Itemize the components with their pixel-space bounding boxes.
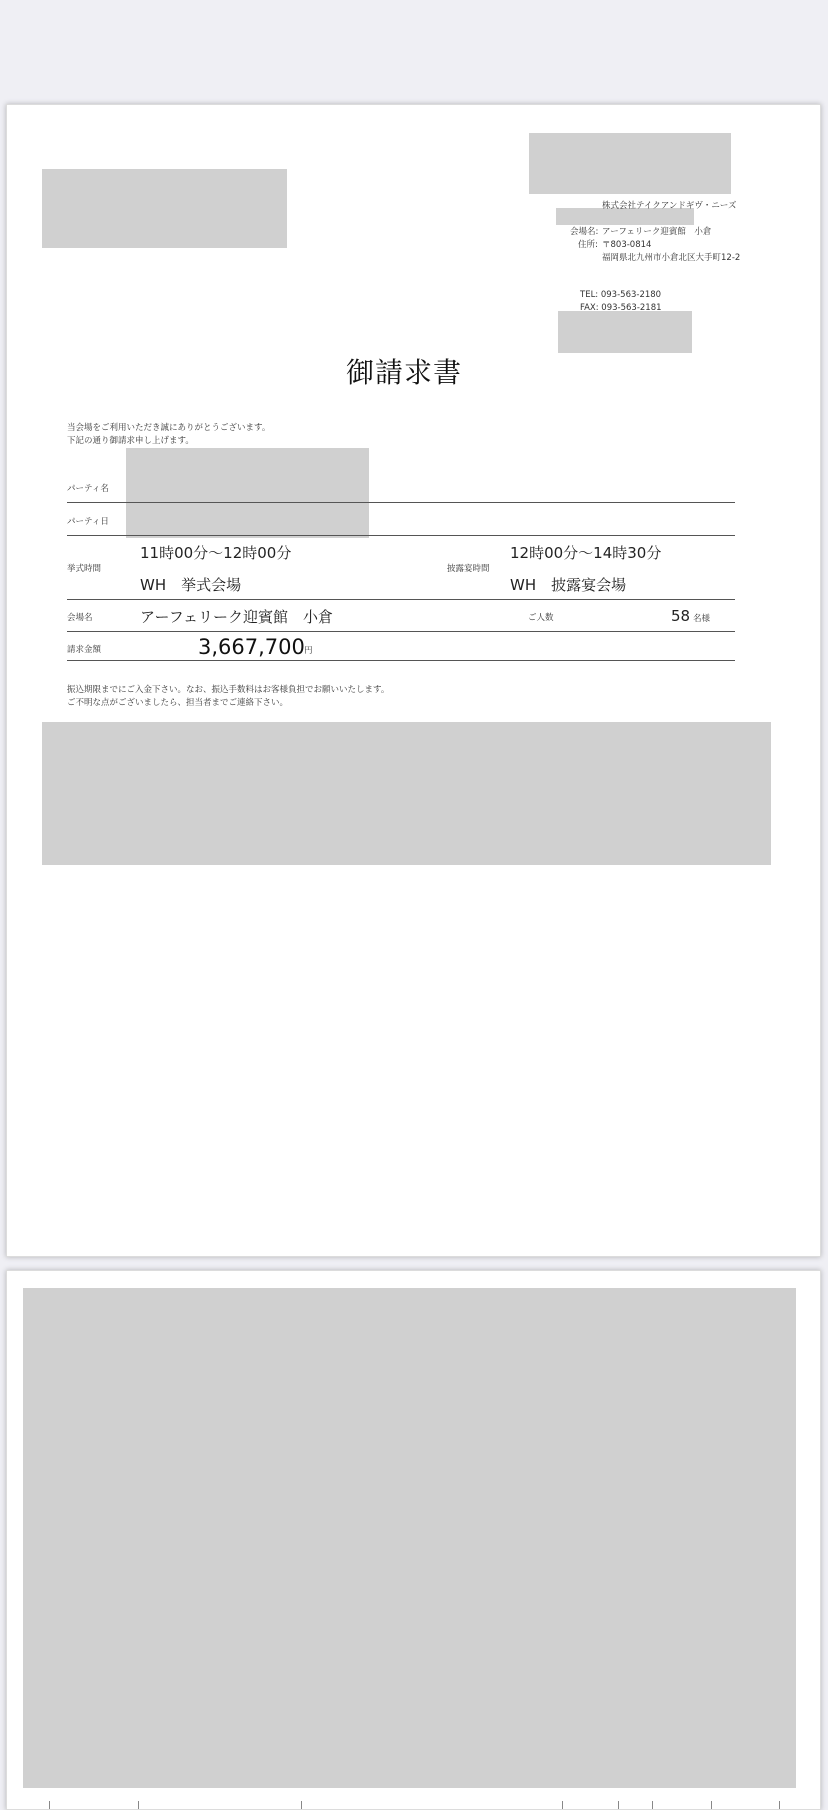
guests-value: 58 (671, 607, 691, 625)
redacted-page-2-content (23, 1288, 796, 1788)
table-column-tick (652, 1801, 653, 1809)
sender-company: 株式会社テイクアンドギヴ・ニーズ (602, 201, 737, 211)
table-column-tick (301, 1801, 302, 1809)
amount-label: 請求金額 (67, 645, 102, 655)
invoice-page-1 (6, 104, 821, 1257)
table-column-tick (711, 1801, 712, 1809)
sender-fax: FAX: 093-563-2181 (580, 303, 662, 313)
redacted-logo-right (529, 133, 731, 194)
venue-value: アーフェリーク迎賓館 小倉 (140, 608, 334, 626)
divider-venue (67, 631, 735, 632)
sender-address-label: 住所: (578, 240, 598, 250)
greeting-line-2: 下記の通り御請求申し上げます。 (67, 436, 194, 446)
invoice-page-2 (6, 1270, 821, 1810)
divider-party-name (67, 502, 735, 503)
greeting-line-1: 当会場をご利用いただき誠にありがとうございます。 (67, 423, 271, 433)
footer-note-line-2: ご不明な点がございましたら、担当者までご連絡下さい。 (67, 698, 289, 708)
sender-venue-name: アーフェリーク迎賓館 小倉 (602, 227, 712, 237)
redacted-logo-left (42, 169, 287, 248)
redacted-party-info (126, 448, 369, 538)
document-title: 御請求書 (346, 356, 463, 389)
sender-postal: 〒803-0814 (602, 240, 652, 250)
table-column-tick (618, 1801, 619, 1809)
divider-times (67, 599, 735, 600)
guests-unit: 名様 (693, 614, 711, 624)
reception-time-label: 披露宴時間 (447, 564, 490, 574)
amount-unit: 円 (304, 646, 313, 656)
sender-venue-label: 会場名: (570, 227, 599, 237)
ceremony-place: WH 挙式会場 (140, 576, 242, 594)
table-column-tick (779, 1801, 780, 1809)
redacted-bank-details (42, 722, 771, 865)
guests-label: ご人数 (528, 613, 554, 623)
sender-tel: TEL: 093-563-2180 (580, 290, 662, 300)
ceremony-time-label: 挙式時間 (67, 564, 102, 574)
footer-note-line-1: 振込期限までにご入金下さい。なお、振込手数料はお客様負担でお願いいたします。 (67, 685, 390, 695)
reception-time: 12時00分～14時30分 (510, 544, 662, 562)
party-date-label: パーティ日 (67, 517, 109, 527)
party-name-label: パーティ名 (67, 484, 109, 494)
divider-party-date (67, 535, 735, 536)
table-column-tick (49, 1801, 50, 1809)
amount-value: 3,667,700 (198, 635, 305, 659)
divider-amount (67, 660, 735, 661)
ceremony-time: 11時00分～12時00分 (140, 544, 292, 562)
sender-address: 福岡県北九州市小倉北区大手町12-2 (602, 253, 741, 263)
venue-label: 会場名 (67, 613, 93, 623)
reception-place: WH 披露宴会場 (510, 576, 627, 594)
redacted-stamp (558, 311, 692, 353)
table-column-tick (562, 1801, 563, 1809)
table-column-tick (138, 1801, 139, 1809)
